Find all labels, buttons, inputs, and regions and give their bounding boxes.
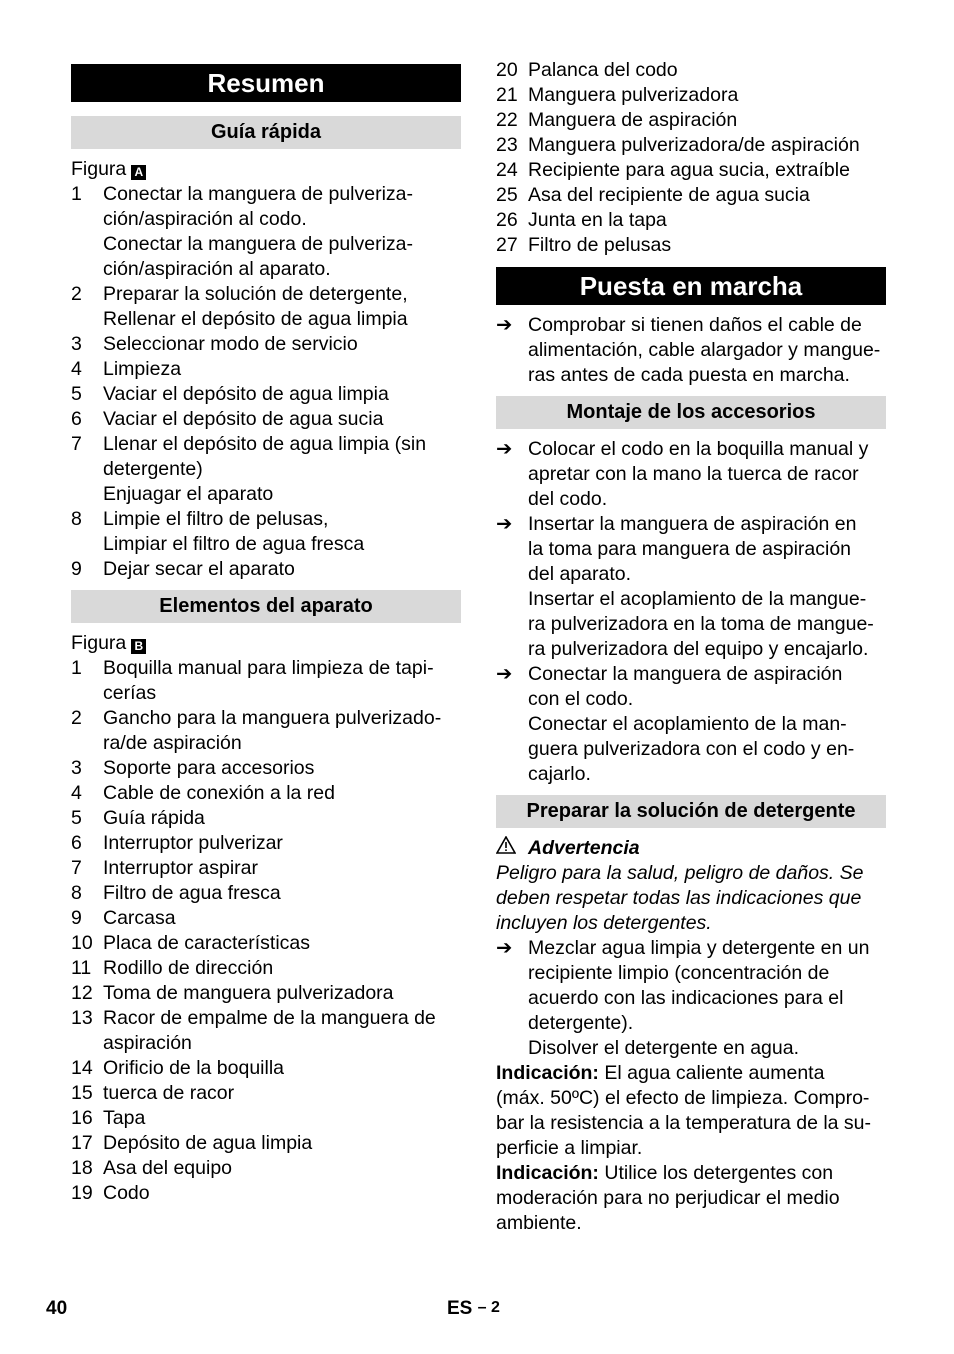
item-text bbox=[528, 208, 886, 233]
item-text bbox=[103, 1156, 461, 1181]
section-title-resumen: Resumen bbox=[71, 64, 461, 102]
list-item bbox=[71, 856, 461, 881]
step-text bbox=[528, 936, 886, 1036]
note-line: moderación para no perjudicar el medio bbox=[496, 1187, 840, 1209]
step-text-line: Comprobar si tienen daños el cable de bbox=[528, 314, 862, 336]
item-text-line: Manguera de aspiración bbox=[528, 109, 738, 131]
list-item bbox=[71, 706, 461, 756]
item-number: 11 bbox=[71, 957, 92, 979]
item-number: 13 bbox=[71, 1007, 93, 1029]
item-text bbox=[528, 158, 886, 183]
instruction-step bbox=[496, 437, 886, 512]
item-text-line: Guía rápida bbox=[103, 807, 205, 829]
item-text bbox=[528, 58, 886, 83]
item-text bbox=[528, 108, 886, 133]
note-line: perficie a limpiar. bbox=[496, 1137, 643, 1159]
arrow-right-icon: ➔ bbox=[496, 663, 513, 685]
right-column bbox=[496, 58, 886, 1236]
list-item bbox=[71, 881, 461, 906]
page-number: 40 bbox=[46, 1298, 68, 1319]
item-text bbox=[103, 956, 461, 981]
step-text-line: Mezclar agua limpia y detergente en un bbox=[528, 937, 870, 959]
list-item bbox=[71, 557, 461, 582]
item-text-line: Conectar la manguera de pulveriza- bbox=[103, 183, 414, 205]
note-line bbox=[496, 1161, 886, 1186]
item-number: 27 bbox=[496, 234, 518, 256]
item-number: 24 bbox=[496, 159, 518, 181]
list-item bbox=[71, 357, 461, 382]
item-text-line: tuerca de racor bbox=[103, 1082, 235, 1104]
item-continuation: ción/aspiración al aparato. bbox=[103, 258, 331, 280]
heading-quick-guide: Guía rápida bbox=[71, 116, 461, 149]
list-item bbox=[71, 1056, 461, 1081]
item-text-line: Filtro de agua fresca bbox=[103, 882, 281, 904]
item-number: 6 bbox=[71, 408, 82, 430]
note-text: El agua caliente aumenta bbox=[598, 1062, 825, 1084]
step-text-line: detergente). bbox=[528, 1012, 634, 1034]
item-text bbox=[528, 233, 886, 258]
heading-accessories: Montaje de los accesorios bbox=[496, 396, 886, 429]
item-text bbox=[103, 906, 461, 931]
list-item bbox=[496, 233, 886, 258]
item-number: 16 bbox=[71, 1107, 93, 1129]
item-text bbox=[103, 781, 461, 806]
list-item bbox=[496, 158, 886, 183]
item-text bbox=[103, 382, 461, 407]
warning-text-line: incluyen los detergentes. bbox=[496, 912, 712, 934]
item-text-line: Codo bbox=[103, 1182, 150, 1204]
item-number: 20 bbox=[496, 59, 518, 81]
item-text bbox=[103, 1181, 461, 1206]
item-text bbox=[528, 183, 886, 208]
item-continuation: Conectar la manguera de pulveriza- bbox=[103, 233, 414, 255]
warning-title-text: Advertencia bbox=[528, 837, 640, 859]
item-text-line: Depósito de agua limpia bbox=[103, 1132, 313, 1154]
item-number: 1 bbox=[71, 657, 82, 679]
step-continuation: Insertar el acoplamiento de la mangue- bbox=[528, 588, 867, 610]
item-text bbox=[103, 557, 461, 582]
figure-label: Figura bbox=[71, 158, 127, 180]
list-item bbox=[496, 108, 886, 133]
item-text-line: Limpieza bbox=[103, 358, 182, 380]
startup-steps bbox=[496, 313, 886, 388]
list-item bbox=[71, 1081, 461, 1106]
item-number: 23 bbox=[496, 134, 518, 156]
item-text-line: Manguera pulverizadora bbox=[528, 84, 739, 106]
heading-detergent: Preparar la solución de detergente bbox=[496, 795, 886, 828]
instruction-step bbox=[496, 936, 886, 1036]
list-item bbox=[71, 1106, 461, 1131]
item-text bbox=[528, 83, 886, 108]
step-text-line: Colocar el codo en la boquilla manual y bbox=[528, 438, 869, 460]
note-line bbox=[496, 1061, 886, 1086]
item-text bbox=[103, 931, 461, 956]
step-text bbox=[528, 437, 886, 512]
step-text-line: del aparato. bbox=[528, 563, 631, 585]
instruction-step bbox=[496, 313, 886, 388]
item-text bbox=[103, 332, 461, 357]
item-text-line: Vaciar el depósito de agua sucia bbox=[103, 408, 384, 430]
item-text-line: Palanca del codo bbox=[528, 59, 678, 81]
item-text-line: Junta en la tapa bbox=[528, 209, 667, 231]
item-text bbox=[103, 407, 461, 432]
list-item bbox=[71, 906, 461, 931]
item-text bbox=[103, 1106, 461, 1131]
arrow-right-icon: ➔ bbox=[496, 438, 513, 460]
figure-label: Figura bbox=[71, 632, 127, 654]
note-line: ambiente. bbox=[496, 1212, 582, 1234]
item-number: 8 bbox=[71, 508, 82, 530]
list-item bbox=[71, 931, 461, 956]
item-text-line: Cable de conexión a la red bbox=[103, 782, 335, 804]
item-number: 7 bbox=[71, 433, 82, 455]
item-text bbox=[103, 706, 461, 756]
item-text-line: Soporte para accesorios bbox=[103, 757, 315, 779]
list-item bbox=[71, 1131, 461, 1156]
item-text-line: Filtro de pelusas bbox=[528, 234, 672, 256]
item-text bbox=[103, 656, 461, 706]
item-text-line: ción/aspiración al codo. bbox=[103, 208, 307, 230]
step-text-line: con el codo. bbox=[528, 688, 634, 710]
item-text-line: Vaciar el depósito de agua limpia bbox=[103, 383, 389, 405]
step-text-line: Insertar la manguera de aspiración en bbox=[528, 513, 857, 535]
step-text-line: ras antes de cada puesta en marcha. bbox=[528, 364, 850, 386]
item-number: 18 bbox=[71, 1157, 93, 1179]
step-text-line: Conectar la manguera de aspiración bbox=[528, 663, 843, 685]
item-text bbox=[103, 806, 461, 831]
note-hot-water bbox=[496, 1061, 886, 1161]
item-text bbox=[103, 507, 461, 532]
item-number: 3 bbox=[71, 757, 82, 779]
item-number: 4 bbox=[71, 782, 82, 804]
list-item bbox=[71, 507, 461, 532]
left-column bbox=[71, 58, 461, 1206]
figure-letter-icon: B bbox=[131, 639, 146, 654]
item-text bbox=[103, 756, 461, 781]
detergent-steps bbox=[496, 936, 886, 1061]
list-item bbox=[71, 1181, 461, 1206]
language-code: ES bbox=[447, 1298, 473, 1319]
section-title-puesta-en-marcha: Puesta en marcha bbox=[496, 267, 886, 305]
instruction-step bbox=[496, 512, 886, 587]
item-text-line: Boquilla manual para limpieza de tapi- bbox=[103, 657, 434, 679]
arrow-right-icon: ➔ bbox=[496, 513, 513, 535]
figure-letter-icon: A bbox=[131, 165, 146, 180]
item-number: 19 bbox=[71, 1182, 93, 1204]
item-text bbox=[103, 981, 461, 1006]
item-text-line: Manguera pulverizadora/de aspiración bbox=[528, 134, 860, 156]
list-item bbox=[71, 956, 461, 981]
step-text-line: recipiente limpio (concentración de bbox=[528, 962, 830, 984]
step-continuation: ra pulverizadora del equipo y encajarlo. bbox=[528, 638, 869, 660]
heading-device-elements: Elementos del aparato bbox=[71, 590, 461, 623]
note-text: Utilice los detergentes con bbox=[598, 1162, 834, 1184]
step-text-line: apretar con la mano la tuerca de racor bbox=[528, 463, 859, 485]
step-text-line: del codo. bbox=[528, 488, 608, 510]
step-text-line: la toma para manguera de aspiración bbox=[528, 538, 852, 560]
item-text-line: Rodillo de dirección bbox=[103, 957, 274, 979]
item-text-line: Toma de manguera pulverizadora bbox=[103, 982, 394, 1004]
item-number: 1 bbox=[71, 183, 82, 205]
note-label: Indicación: bbox=[496, 1162, 599, 1184]
item-text bbox=[103, 282, 461, 307]
item-text bbox=[103, 1006, 461, 1056]
item-number: 25 bbox=[496, 184, 518, 206]
item-text-line: aspiración bbox=[103, 1032, 192, 1054]
item-text bbox=[103, 357, 461, 382]
step-text-line: alimentación, cable alargador y mangue- bbox=[528, 339, 881, 361]
list-item bbox=[71, 831, 461, 856]
list-item bbox=[496, 183, 886, 208]
warning-text-line: deben respetar todas las indicaciones que bbox=[496, 887, 862, 909]
item-number: 10 bbox=[71, 932, 93, 954]
item-text bbox=[103, 831, 461, 856]
item-text bbox=[103, 1081, 461, 1106]
item-number: 5 bbox=[71, 383, 82, 405]
item-number: 26 bbox=[496, 209, 518, 231]
note-label: Indicación: bbox=[496, 1062, 599, 1084]
item-number: 9 bbox=[71, 907, 82, 929]
item-number: 5 bbox=[71, 807, 82, 829]
step-continuation: Conectar el acoplamiento de la man- bbox=[528, 713, 847, 735]
note-moderation bbox=[496, 1161, 886, 1236]
list-item bbox=[71, 182, 461, 232]
list-item bbox=[71, 332, 461, 357]
item-number: 6 bbox=[71, 832, 82, 854]
item-text bbox=[103, 1131, 461, 1156]
item-text-line: ra/de aspiración bbox=[103, 732, 242, 754]
item-text-line: Recipiente para agua sucia, extraíble bbox=[528, 159, 850, 181]
item-number: 17 bbox=[71, 1132, 93, 1154]
item-number: 15 bbox=[71, 1082, 93, 1104]
step-text bbox=[528, 662, 886, 712]
quick-guide-list bbox=[71, 182, 461, 582]
list-item bbox=[71, 407, 461, 432]
item-number: 14 bbox=[71, 1057, 93, 1079]
list-item bbox=[496, 58, 886, 83]
list-item bbox=[71, 1156, 461, 1181]
warning-triangle-icon bbox=[496, 836, 518, 861]
item-number: 2 bbox=[71, 283, 82, 305]
item-text-line: Interruptor aspirar bbox=[103, 857, 258, 879]
item-text-line: detergente) bbox=[103, 458, 203, 480]
list-item bbox=[71, 781, 461, 806]
item-text-line: Asa del equipo bbox=[103, 1157, 233, 1179]
step-text bbox=[528, 512, 886, 587]
item-text-line: Llenar el depósito de agua limpia (sin bbox=[103, 433, 427, 455]
item-number: 22 bbox=[496, 109, 518, 131]
item-number: 12 bbox=[71, 982, 93, 1004]
step-continuation: guera pulverizadora con el codo y en- bbox=[528, 738, 855, 760]
list-item bbox=[71, 656, 461, 706]
item-number: 8 bbox=[71, 882, 82, 904]
item-text bbox=[103, 1056, 461, 1081]
figure-reference-b bbox=[71, 631, 461, 656]
instruction-step bbox=[496, 662, 886, 712]
list-item bbox=[496, 83, 886, 108]
list-item bbox=[71, 382, 461, 407]
step-continuation: Disolver el detergente en agua. bbox=[528, 1037, 800, 1059]
item-continuation: Limpiar el filtro de agua fresca bbox=[103, 533, 365, 555]
item-number: 21 bbox=[496, 84, 518, 106]
item-text-line: Orificio de la boquilla bbox=[103, 1057, 285, 1079]
item-text bbox=[528, 133, 886, 158]
item-number: 2 bbox=[71, 707, 82, 729]
item-continuation: Rellenar el depósito de agua limpia bbox=[103, 308, 408, 330]
list-item bbox=[71, 282, 461, 307]
item-text-line: Seleccionar modo de servicio bbox=[103, 333, 358, 355]
section-number: – 2 bbox=[477, 1299, 500, 1316]
step-continuation: cajarlo. bbox=[528, 763, 591, 785]
list-item bbox=[71, 756, 461, 781]
item-text-line: Dejar secar el aparato bbox=[103, 558, 295, 580]
item-text-line: Gancho para la manguera pulverizado- bbox=[103, 707, 442, 729]
item-text-line: Interruptor pulverizar bbox=[103, 832, 283, 854]
item-number: 9 bbox=[71, 558, 82, 580]
item-text bbox=[103, 182, 461, 232]
item-text-line: Placa de características bbox=[103, 932, 311, 954]
item-continuation: Enjuagar el aparato bbox=[103, 483, 274, 505]
item-number: 4 bbox=[71, 358, 82, 380]
list-item bbox=[71, 981, 461, 1006]
item-text bbox=[103, 881, 461, 906]
item-text bbox=[103, 432, 461, 482]
device-elements-list-continued bbox=[496, 58, 886, 258]
arrow-right-icon: ➔ bbox=[496, 937, 513, 959]
item-number: 7 bbox=[71, 857, 82, 879]
item-text bbox=[103, 856, 461, 881]
step-continuation: ra pulverizadora en la toma de mangue- bbox=[528, 613, 874, 635]
warning-title bbox=[496, 836, 886, 861]
figure-reference-a bbox=[71, 157, 461, 182]
item-text-line: Tapa bbox=[103, 1107, 146, 1129]
item-text-line: Limpie el filtro de pelusas, bbox=[103, 508, 329, 530]
item-text-line: Racor de empalme de la manguera de bbox=[103, 1007, 436, 1029]
item-number: 3 bbox=[71, 333, 82, 355]
item-text-line: Carcasa bbox=[103, 907, 176, 929]
note-line: bar la resistencia a la temperatura de la su- bbox=[496, 1112, 872, 1134]
arrow-right-icon: ➔ bbox=[496, 314, 513, 336]
item-text-line: Preparar la solución de detergente, bbox=[103, 283, 408, 305]
footer-language bbox=[447, 1298, 500, 1320]
warning-text bbox=[496, 861, 886, 936]
list-item bbox=[496, 208, 886, 233]
step-text bbox=[528, 313, 886, 388]
step-text-line: acuerdo con las indicaciones para el bbox=[528, 987, 844, 1009]
warning-text-line: Peligro para la salud, peligro de daños. Se bbox=[496, 862, 864, 884]
list-item bbox=[71, 432, 461, 482]
item-text-line: cerías bbox=[103, 682, 157, 704]
list-item bbox=[71, 1006, 461, 1056]
device-elements-list bbox=[71, 656, 461, 1206]
item-text-line: Asa del recipiente de agua sucia bbox=[528, 184, 810, 206]
note-line: (máx. 50ºC) el efecto de limpieza. Compro- bbox=[496, 1087, 870, 1109]
list-item bbox=[496, 133, 886, 158]
accessory-steps bbox=[496, 437, 886, 787]
list-item bbox=[71, 806, 461, 831]
